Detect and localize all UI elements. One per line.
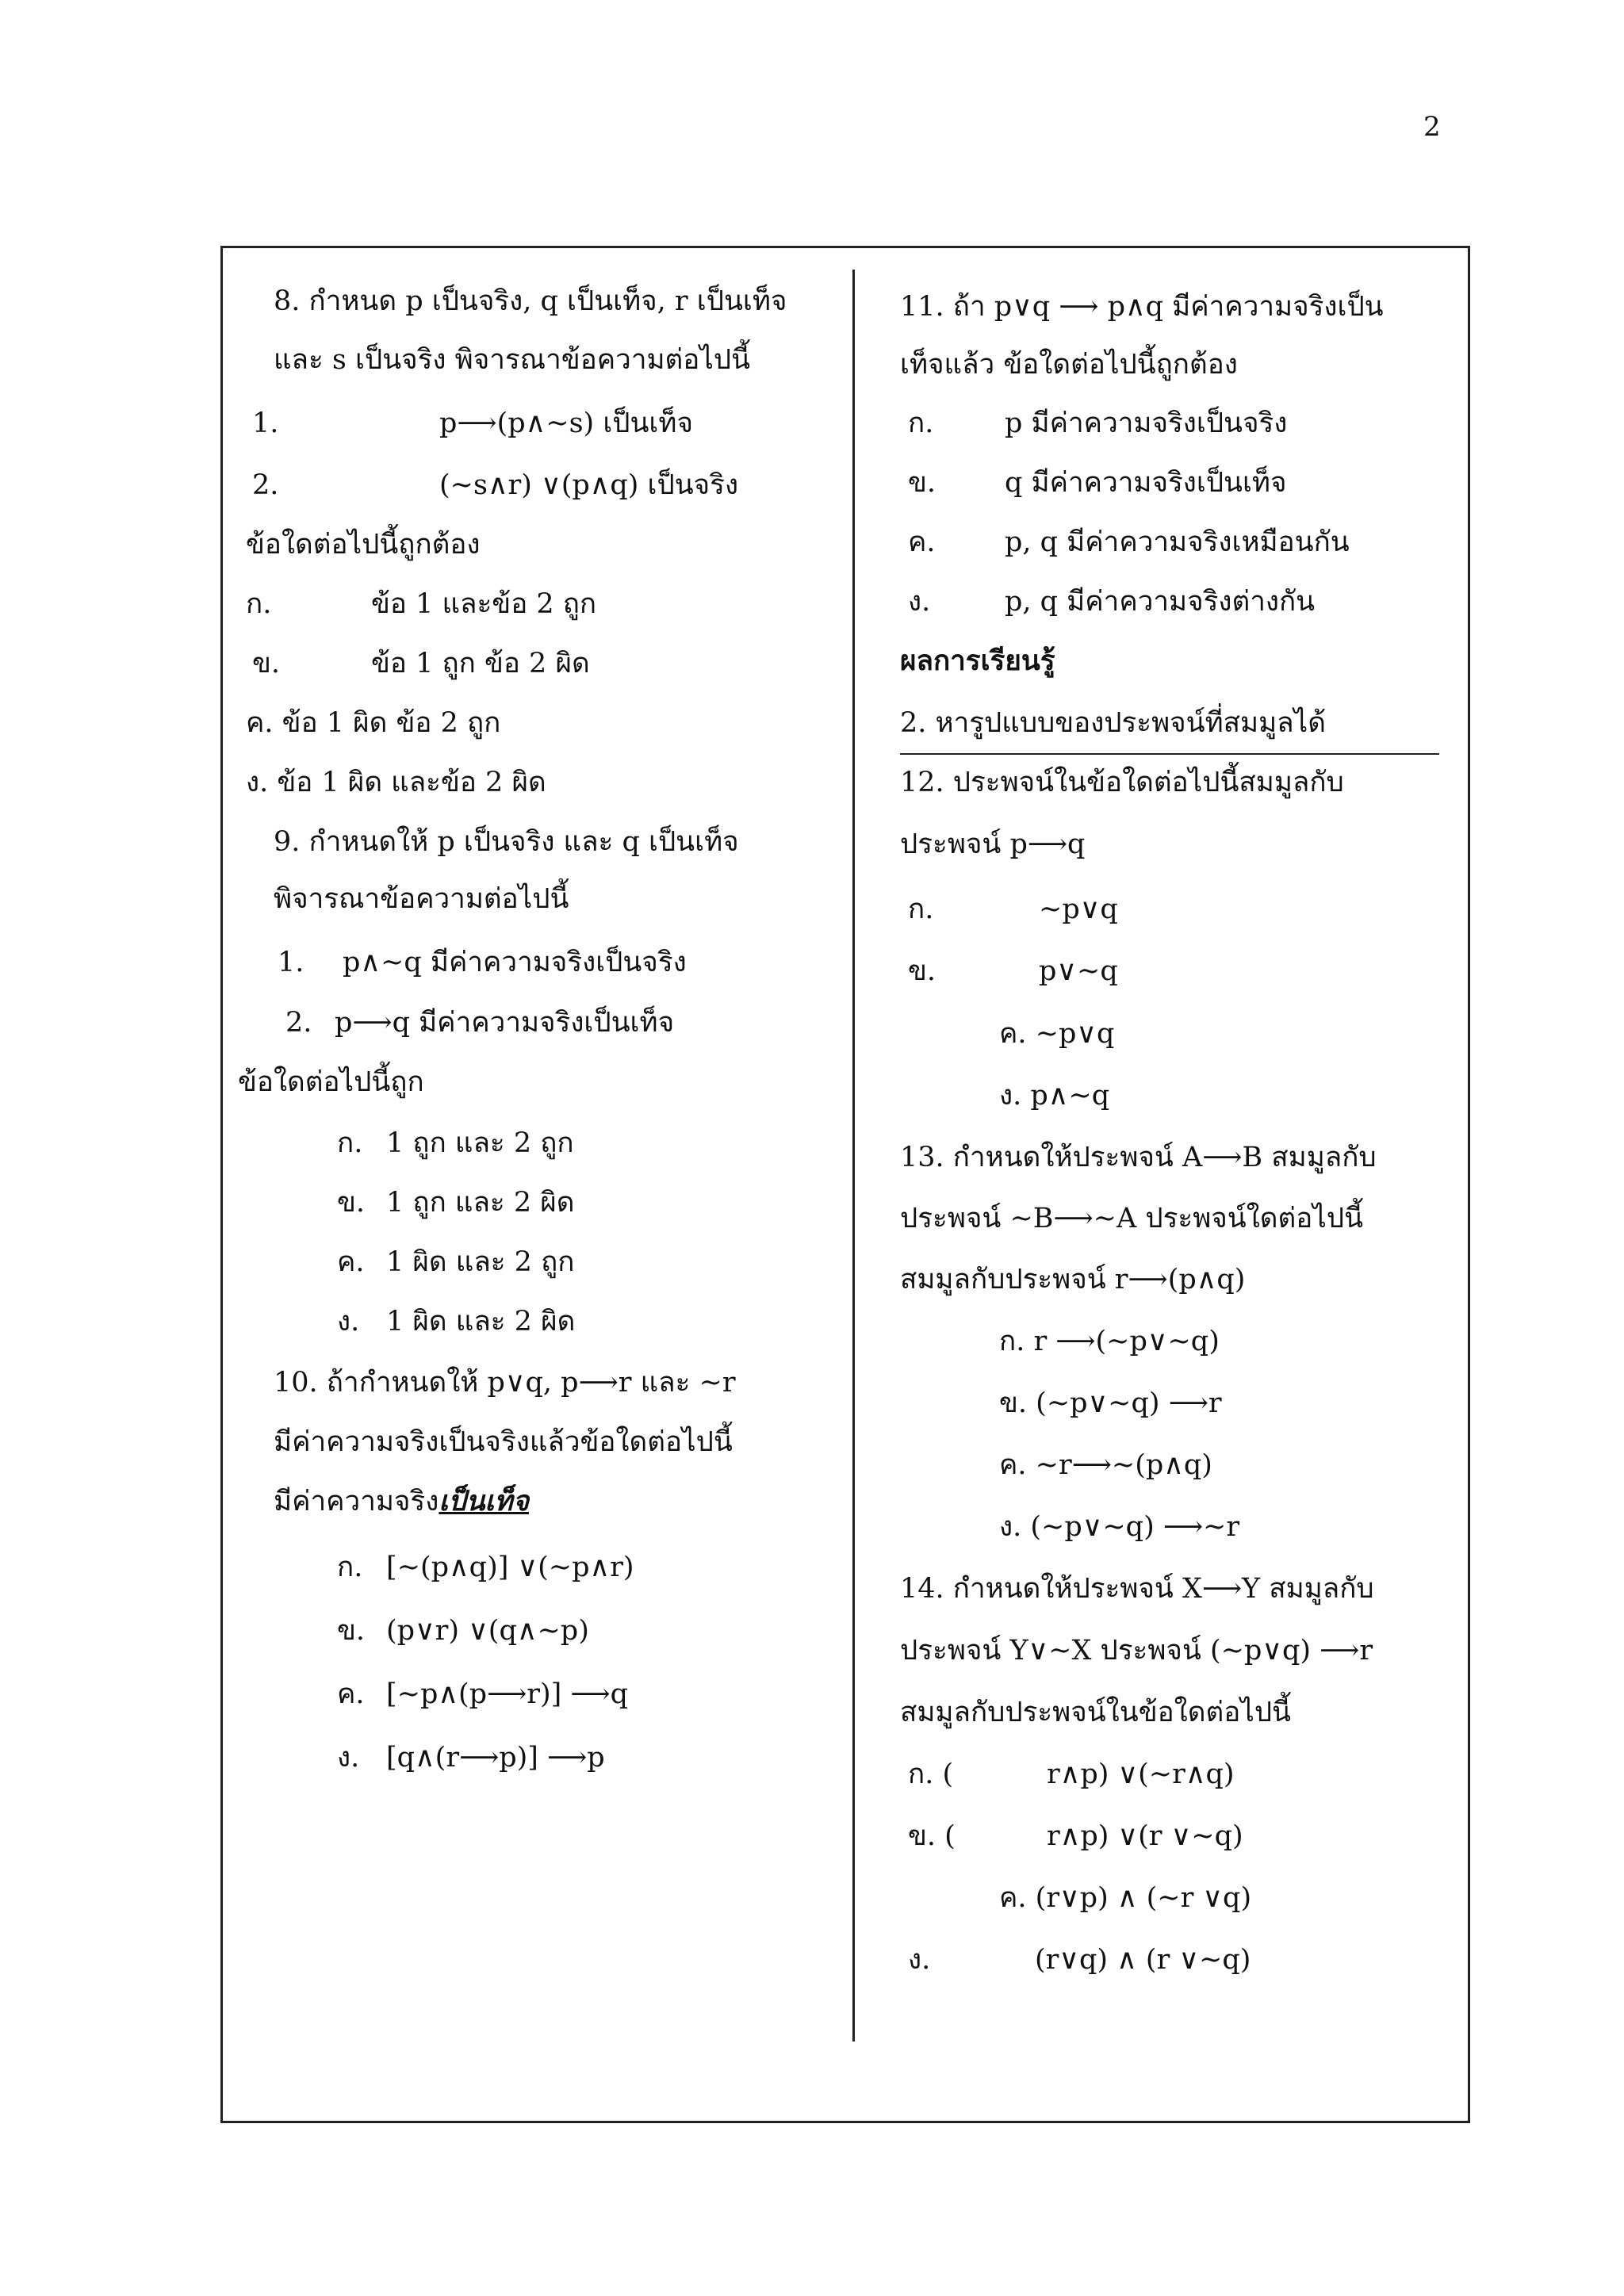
q8-ask: ข้อใดต่อไปนี้ถูกต้อง (246, 529, 481, 561)
q8-choice-b-label: ข. (252, 648, 281, 679)
q14-choice-b-label: ข. ( (908, 1820, 956, 1852)
q14-choice-a-label: ก. ( (908, 1758, 954, 1790)
q13-stem-line-2: ประพจน์ ∼B⟶∼A ประพจน์ใดต่อไปนี้ (900, 1203, 1364, 1234)
q8-choice-c: ค. ข้อ 1 ผิด ข้อ 2 ถูก (246, 707, 501, 739)
q10-choice-d-label: ง. (337, 1742, 360, 1774)
q11-choice-c-label: ค. (908, 526, 936, 558)
q11-choice-d-label: ง. (908, 586, 931, 618)
q9-statement-2-text: p⟶q มีค่าความจริงเป็นเท็จ (335, 1007, 675, 1039)
q8-statement-1-text: p⟶(p∧∼s) เป็นเท็จ (439, 408, 693, 439)
q11-choice-c-text: p, q มีค่าความจริงเหมือนกัน (1005, 526, 1350, 558)
q10-choice-c-label: ค. (337, 1678, 365, 1710)
q13-choice-b: ข. (∼p∨∼q) ⟶r (999, 1387, 1222, 1419)
q14-stem-line-3: สมมูลกับประพจน์ในข้อใดต่อไปนี้ (900, 1697, 1291, 1728)
q9-choice-d-label: ง. (337, 1306, 360, 1337)
q12-choice-b-label: ข. (908, 955, 936, 987)
q13-choice-a: ก. r ⟶(∼p∨∼q) (999, 1326, 1220, 1357)
q10-emphasis-false: เป็นเท็จ (439, 1485, 529, 1517)
q14-stem-line-1: 14. กำหนดให้ประพจน์ X⟶Y สมมูลกับ (900, 1573, 1374, 1605)
q9-statement-1-number: 1. (278, 947, 304, 978)
outcome-rule (900, 753, 1439, 755)
q8-choice-a-text: ข้อ 1 และข้อ 2 ถูก (371, 588, 597, 620)
q9-choice-b-label: ข. (337, 1187, 366, 1219)
q13-choice-d: ง. (∼p∨∼q) ⟶∼r (999, 1511, 1240, 1543)
q9-choice-c-text: 1 ผิด และ 2 ถูก (386, 1246, 575, 1278)
q9-stem-line-1: 9. กำหนดให้ p เป็นจริง และ q เป็นเท็จ (274, 826, 739, 858)
q10-choice-b-label: ข. (337, 1615, 366, 1647)
q11-stem-line-2: เท็จแล้ว ข้อใดต่อไปนี้ถูกต้อง (900, 349, 1238, 381)
q11-stem-line-1: 11. ถ้า p∨q ⟶ p∧q มีค่าความจริงเป็น (900, 291, 1384, 323)
q9-choice-a-text: 1 ถูก และ 2 ถูก (386, 1127, 574, 1159)
q10-choice-a-text: [∼(p∧q)] ∨(∼p∧r) (386, 1552, 634, 1583)
learning-outcome-text: 2. หารูปแบบของประพจน์ที่สมมูลได้ (900, 707, 1326, 739)
q13-stem-line-3: สมมูลกับประพจน์ r⟶(p∧q) (900, 1264, 1246, 1295)
q9-statement-1-text: p∧∼q มีค่าความจริงเป็นจริง (343, 947, 687, 978)
q9-choice-c-label: ค. (337, 1246, 365, 1278)
q9-ask: ข้อใดต่อไปนี้ถูก (238, 1066, 424, 1098)
learning-outcome-heading: ผลการเรียนรู้ (900, 645, 1055, 677)
q10-stem-line-3-text: มีค่าความจริง (274, 1486, 439, 1517)
q10-stem-line-3 (274, 1484, 529, 1519)
q9-stem-line-2: พิจารณาข้อความต่อไปนี้ (274, 883, 569, 915)
q13-choice-c: ค. ∼r⟶∼(p∧q) (999, 1449, 1212, 1481)
q11-choice-a-label: ก. (908, 408, 934, 439)
q10-choice-d-text: [q∧(r⟶p)] ⟶p (386, 1742, 605, 1774)
q12-choice-b-text: p∨∼q (1039, 955, 1118, 987)
q12-stem-line-2: ประพจน์ p⟶q (900, 828, 1086, 860)
q14-stem-line-2: ประพจน์ Y∨∼X ประพจน์ (∼p∨q) ⟶r (900, 1635, 1373, 1667)
q9-statement-2-number: 2. (285, 1007, 312, 1039)
column-divider (852, 270, 855, 2042)
q8-statement-2-number: 2. (252, 469, 279, 501)
q8-choice-b-text: ข้อ 1 ถูก ข้อ 2 ผิด (371, 648, 590, 679)
q10-stem-line-1: 10. ถ้ากำหนดให้ p∨q, p⟶r และ ∼r (274, 1367, 736, 1399)
q8-stem-line-1: 8. กำหนด p เป็นจริง, q เป็นเท็จ, r เป็นเท็จ (274, 285, 787, 317)
q14-choice-d-text: (r∨q) ∧ (r ∨∼q) (1035, 1944, 1251, 1976)
q12-stem-line-1: 12. ประพจน์ในข้อใดต่อไปนี้สมมูลกับ (900, 767, 1344, 798)
q10-choice-b-text: (p∨r) ∨(q∧∼p) (386, 1615, 589, 1647)
q11-choice-b-label: ข. (908, 467, 936, 499)
q11-choice-b-text: q มีค่าความจริงเป็นเท็จ (1005, 467, 1287, 499)
q8-choice-a-label: ก. (246, 588, 272, 620)
q14-choice-a-text: r∧p) ∨(∼r∧q) (1047, 1758, 1235, 1790)
q9-choice-a-label: ก. (337, 1127, 363, 1159)
q11-choice-d-text: p, q มีค่าความจริงต่างกัน (1005, 586, 1316, 618)
q8-choice-d: ง. ข้อ 1 ผิด และข้อ 2 ผิด (246, 767, 546, 798)
q12-choice-d: ง. p∧∼q (999, 1080, 1110, 1112)
q10-choice-c-text: [∼p∧(p⟶r)] ⟶q (386, 1678, 628, 1710)
page-number: 2 (1423, 111, 1441, 143)
q12-choice-a-text: ∼p∨q (1039, 894, 1118, 925)
q10-choice-a-label: ก. (337, 1552, 363, 1583)
q14-choice-d-label: ง. (908, 1944, 931, 1976)
q13-stem-line-1: 13. กำหนดให้ประพจน์ A⟶B สมมูลกับ (900, 1142, 1377, 1173)
q8-stem-line-2: และ s เป็นจริง พิจารณาข้อความต่อไปนี้ (274, 344, 751, 376)
q8-statement-1-number: 1. (252, 408, 279, 439)
q10-stem-line-2: มีค่าความจริงเป็นจริงแล้วข้อใดต่อไปนี้ (274, 1426, 733, 1458)
q12-choice-c: ค. ∼p∨q (999, 1018, 1115, 1050)
q8-statement-2-text: (∼s∧r) ∨(p∧q) เป็นจริง (439, 469, 739, 501)
q9-choice-b-text: 1 ถูก และ 2 ผิด (386, 1187, 575, 1219)
q14-choice-b-text: r∧p) ∨(r ∨∼q) (1047, 1820, 1243, 1852)
q14-choice-c: ค. (r∨p) ∧ (∼r ∨q) (999, 1882, 1252, 1914)
q9-choice-d-text: 1 ผิด และ 2 ผิด (386, 1306, 576, 1337)
q11-choice-a-text: p มีค่าความจริงเป็นจริง (1005, 408, 1288, 439)
q12-choice-a-label: ก. (908, 894, 934, 925)
